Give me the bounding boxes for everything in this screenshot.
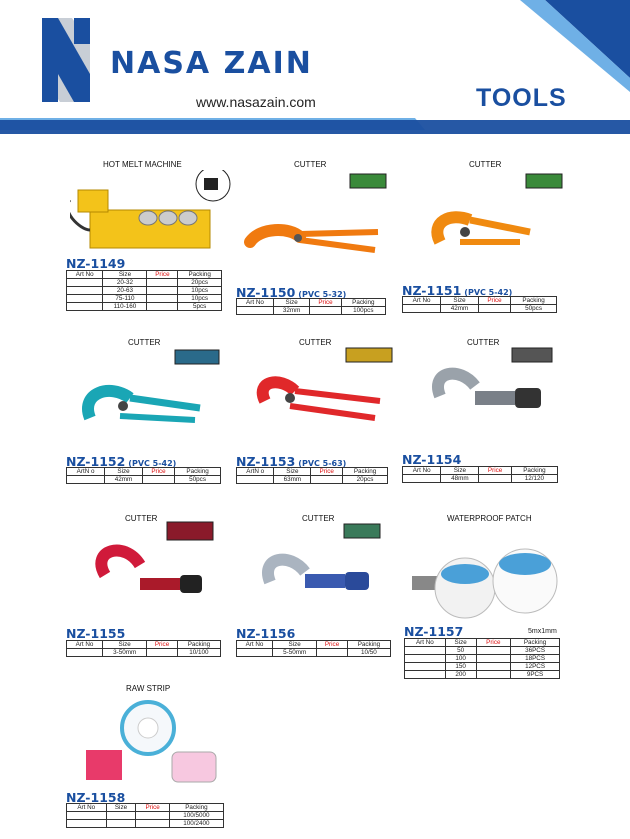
table-cell: 3-50mm (103, 649, 147, 657)
table-cell: 200 (445, 671, 476, 679)
spec-table (236, 640, 391, 657)
table-row (405, 647, 560, 655)
table-cell (147, 279, 178, 287)
table-cell (311, 476, 343, 484)
table-header-row (237, 299, 386, 307)
table-cell (237, 649, 273, 657)
table-cell: Price (317, 641, 348, 649)
table-row (67, 287, 222, 295)
table-row (67, 649, 221, 657)
table-cell: Packing (343, 468, 388, 476)
table-cell (405, 655, 446, 663)
table-cell: 10pcs (178, 287, 222, 295)
table-cell: Size (445, 639, 476, 647)
table-cell: 48mm (441, 475, 479, 483)
section-title: TOOLS (476, 84, 567, 112)
table-cell: Size (105, 468, 143, 476)
table-row (403, 305, 557, 313)
product-code: NZ-1149 (66, 256, 126, 271)
table-cell: 50pcs (175, 476, 221, 484)
table-cell: 110-160 (103, 303, 147, 311)
table-cell: 100pcs (341, 307, 385, 315)
table-cell (405, 663, 446, 671)
waterproof-patch-image (410, 526, 560, 626)
table-cell: Size (441, 467, 479, 475)
table-cell (147, 287, 178, 295)
table-cell: Size (103, 641, 147, 649)
table-cell: Packing (175, 468, 221, 476)
product-title: CUTTER (299, 338, 332, 347)
product-title: CUTTER (302, 514, 335, 523)
size-note: 5mx1mm (528, 628, 557, 635)
product-title: CUTTER (467, 338, 500, 347)
table-cell: 100 (445, 655, 476, 663)
product-title: CUTTER (469, 160, 502, 169)
product-code: NZ-1154 (402, 452, 462, 467)
product-title: CUTTER (125, 514, 158, 523)
table-cell: 42mm (441, 305, 479, 313)
table-cell: 5pcs (178, 303, 222, 311)
table-cell: Art No (403, 467, 441, 475)
table-cell: Size (441, 297, 479, 305)
table-cell: 42mm (105, 476, 143, 484)
table-cell: Price (476, 639, 511, 647)
website-url[interactable]: www.nasazain.com (196, 94, 316, 110)
table-cell: Price (147, 641, 178, 649)
spec-table (66, 803, 224, 828)
table-row (405, 671, 560, 679)
table-row (237, 476, 388, 484)
table-row (405, 655, 560, 663)
spec-table (66, 467, 221, 484)
table-cell (67, 812, 107, 820)
table-row (237, 307, 386, 315)
table-cell (147, 295, 178, 303)
table-cell: 100/2400 (169, 820, 223, 828)
tube-cutter-image (420, 346, 570, 446)
spec-table (404, 638, 560, 679)
table-cell (67, 287, 103, 295)
table-cell: 10/50 (347, 649, 390, 657)
logo-icon (32, 14, 100, 106)
table-cell: Packing (511, 297, 557, 305)
spec-table (66, 640, 221, 657)
table-cell: 10pcs (178, 295, 222, 303)
table-row (67, 279, 222, 287)
table-cell: Art No (237, 299, 274, 307)
tube-cutter-image (260, 522, 400, 622)
table-cell (478, 305, 510, 313)
table-cell (106, 812, 136, 820)
table-row (67, 476, 221, 484)
brand-name: NASA ZAIN (110, 46, 313, 81)
table-cell: 20-63 (103, 287, 147, 295)
table-cell: ArtN o (67, 468, 105, 476)
table-header-row (67, 804, 224, 812)
table-cell (317, 649, 348, 657)
table-cell: Art No (237, 641, 273, 649)
table-cell (237, 476, 274, 484)
table-cell: Size (103, 271, 147, 279)
hot-melt-machine-image (70, 170, 240, 260)
table-cell: Price (310, 299, 341, 307)
table-cell: Packing (511, 467, 557, 475)
spec-table (236, 467, 388, 484)
spec-table (66, 270, 222, 311)
table-cell (476, 655, 511, 663)
table-cell: 63mm (274, 476, 311, 484)
table-cell: 20-32 (103, 279, 147, 287)
table-cell: 32mm (273, 307, 309, 315)
table-cell: Art No (67, 271, 103, 279)
table-cell: Art No (67, 641, 103, 649)
table-cell: 36PCS (511, 647, 560, 655)
table-row (67, 295, 222, 303)
table-header-row (405, 639, 560, 647)
table-cell: Price (147, 271, 178, 279)
table-cell (67, 649, 103, 657)
table-cell: Size (273, 299, 309, 307)
table-cell (403, 475, 441, 483)
table-cell: 12/120 (511, 475, 557, 483)
pvc-cutter-image (250, 346, 400, 446)
table-cell: 150 (445, 663, 476, 671)
table-cell (136, 812, 169, 820)
table-cell (136, 820, 169, 828)
pvc-cutter-image (420, 172, 570, 272)
product-title: CUTTER (128, 338, 161, 347)
table-cell (67, 279, 103, 287)
pvc-cutter-image (240, 172, 390, 262)
table-cell: Size (106, 804, 136, 812)
product-code: NZ-1152 (PVC 5-42) (66, 454, 177, 469)
table-cell (142, 476, 174, 484)
raw-strip-image (80, 700, 230, 795)
table-row (67, 820, 224, 828)
table-cell: Size (274, 468, 311, 476)
spec-table (402, 466, 558, 483)
table-cell: Packing (511, 639, 560, 647)
spec-table (402, 296, 557, 313)
table-cell (237, 307, 274, 315)
table-header-row (237, 641, 391, 649)
table-cell: 12PCS (511, 663, 560, 671)
table-cell (476, 647, 511, 655)
table-cell: 100/5000 (169, 812, 223, 820)
table-cell (106, 820, 136, 828)
product-code: NZ-1151 (PVC 5-42) (402, 283, 513, 298)
table-row (237, 649, 391, 657)
spec-table (236, 298, 386, 315)
table-cell: Price (136, 804, 169, 812)
table-cell: Art No (403, 297, 441, 305)
table-cell: 18PCS (511, 655, 560, 663)
table-row (405, 663, 560, 671)
table-cell: 20pcs (343, 476, 388, 484)
table-row (67, 812, 224, 820)
table-cell: 5-50mm (273, 649, 317, 657)
table-header-row (67, 468, 221, 476)
table-cell (67, 295, 103, 303)
table-cell: Packing (347, 641, 390, 649)
product-code: NZ-1156 (236, 626, 296, 641)
table-cell (479, 475, 512, 483)
table-cell: Size (273, 641, 317, 649)
product-title: HOT MELT MACHINE (103, 160, 182, 169)
table-cell (405, 671, 446, 679)
table-cell: ArtN o (237, 468, 274, 476)
product-code: NZ-1155 (66, 626, 126, 641)
table-cell (476, 663, 511, 671)
table-row (67, 303, 222, 311)
page-header (0, 0, 630, 135)
tube-cutter-image (85, 520, 225, 620)
table-cell: Price (479, 467, 512, 475)
table-cell (476, 671, 511, 679)
table-header-row (67, 271, 222, 279)
table-cell: Price (142, 468, 174, 476)
table-cell: Packing (341, 299, 385, 307)
table-cell: Packing (169, 804, 223, 812)
table-cell: Art No (67, 804, 107, 812)
product-code: NZ-1158 (66, 790, 126, 805)
table-cell: 20pcs (178, 279, 222, 287)
table-cell (67, 820, 107, 828)
table-cell: 75-110 (103, 295, 147, 303)
table-cell: Price (478, 297, 510, 305)
product-code: NZ-1157 (404, 624, 464, 639)
product-title: CUTTER (294, 160, 327, 169)
product-code: NZ-1153 (PVC 5-63) (236, 454, 347, 469)
table-cell (147, 303, 178, 311)
table-header-row (237, 468, 388, 476)
table-cell (67, 303, 103, 311)
table-cell: Packing (178, 271, 222, 279)
table-cell (67, 476, 105, 484)
table-cell: 50pcs (511, 305, 557, 313)
product-title: RAW STRIP (126, 684, 171, 693)
table-header-row (67, 641, 221, 649)
table-cell: Art No (405, 639, 446, 647)
table-cell (310, 307, 341, 315)
product-title: WATERPROOF PATCH (447, 514, 532, 523)
product-code: NZ-1150 (PVC 5-32) (236, 285, 347, 300)
table-header-row (403, 467, 558, 475)
table-header-row (403, 297, 557, 305)
pvc-cutter-image (75, 348, 225, 448)
table-cell: 10/100 (177, 649, 220, 657)
table-cell: Packing (177, 641, 220, 649)
table-cell (147, 649, 178, 657)
table-row (403, 475, 558, 483)
table-cell (403, 305, 441, 313)
table-cell (405, 647, 446, 655)
table-cell: 50 (445, 647, 476, 655)
table-cell: Price (311, 468, 343, 476)
table-cell: 9PCS (511, 671, 560, 679)
